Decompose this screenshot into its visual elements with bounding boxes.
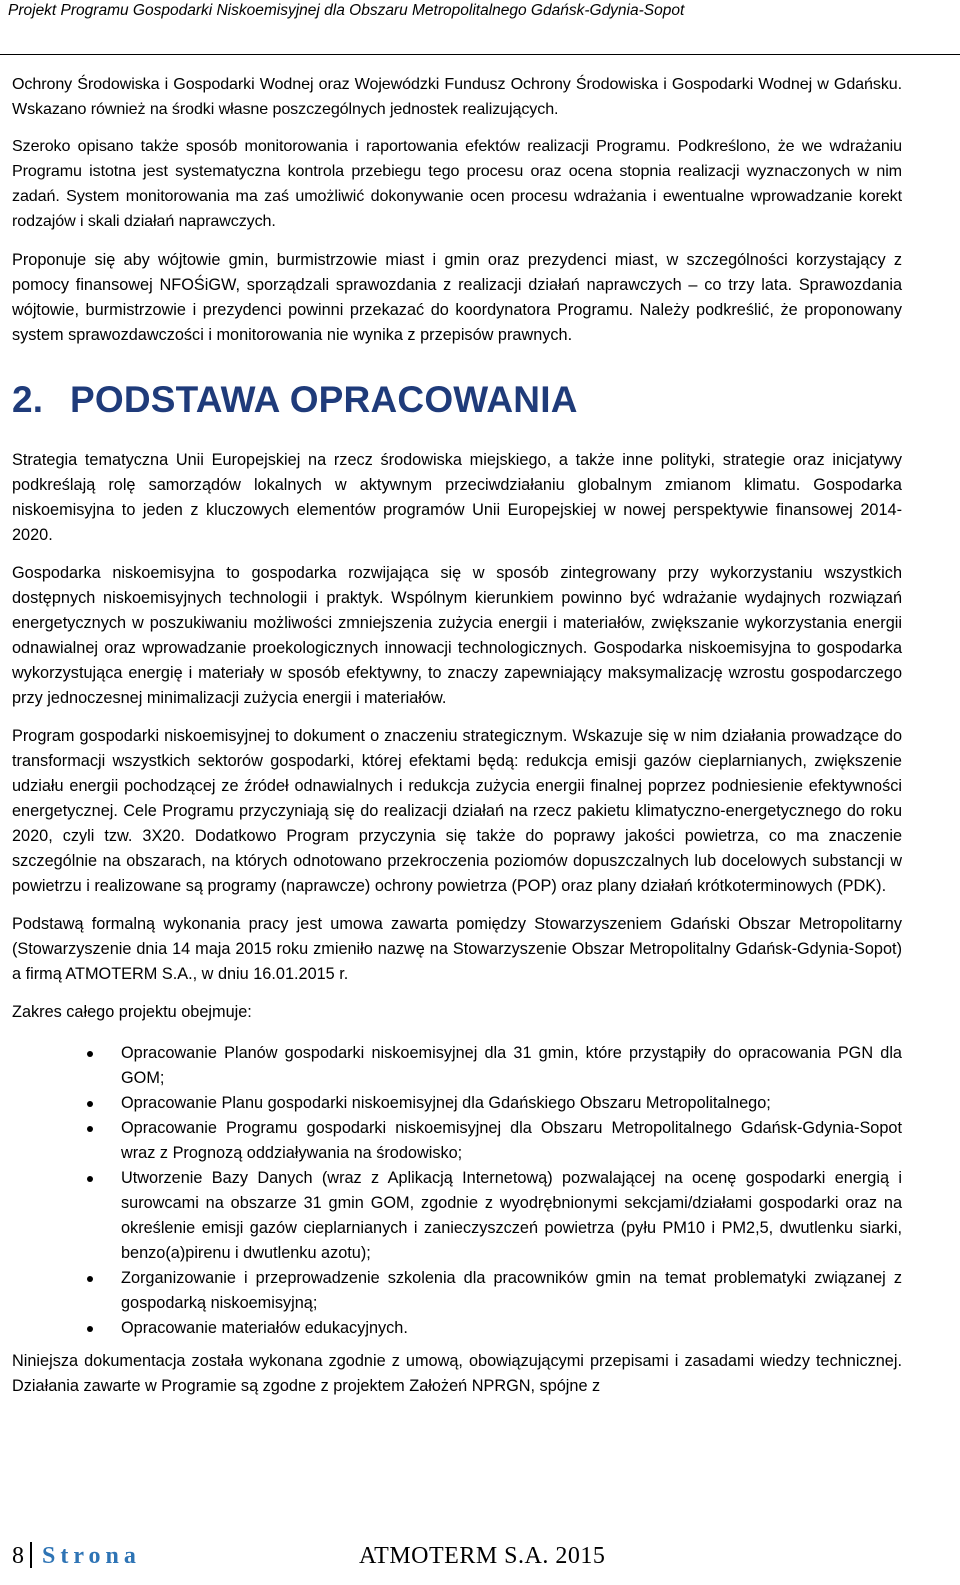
footer-separator — [30, 1542, 32, 1568]
page-number: 8 — [12, 1543, 24, 1569]
page-footer — [12, 1539, 932, 1573]
section-title: PODSTAWA OPRACOWANIA — [70, 379, 578, 420]
bullet-icon — [87, 1326, 93, 1332]
paragraph-eu-strategy: Strategia tematyczna Unii Europejskiej na rzecz środowiska miejskiego, a także inne polityki, strategie oraz inicjatywy podkreślają rolę samorządów lokalnych w aktywnym przeciwdziałaniu globalnym zmianom klimatu. Gospodarka niskoemisyjna to jeden z kluczowych elementów programów Unii Europejskiej w nowej perspektywie finansowej 2014-2020. — [12, 451, 902, 544]
paragraph-funding: Ochrony Środowiska i Gospodarki Wodnej oraz Wojewódzki Fundusz Ochrony Środowiska i Gospodarki Wodnej w Gdańsku. Wskazano również na środki własne poszczególnych jednostek realizujących. — [12, 75, 902, 118]
section-number: 2. — [12, 379, 44, 420]
list-item: Opracowanie Planów gospodarki niskoemisyjnej dla 31 gmin, które przystąpiły do opracowania PGN dla GOM; — [12, 1041, 902, 1091]
scope-list — [12, 1041, 902, 1341]
page-label: Strona — [42, 1543, 141, 1569]
header-divider — [0, 54, 960, 55]
bullet-icon — [87, 1051, 93, 1057]
paragraph-program-description: Program gospodarki niskoemisyjnej to dokument o znaczeniu strategicznym. Wskazuje się w nim działania prowadzące do transformacji wszystkich sektorów gospodarki, której efektami będą: redukcja emisji gazów cieplarnianych, zwiększenie udziału energii pochodzącej ze źródeł odnawialnych i redukcja zużycia energii finalnej poprzez podniesienie efektywności energetycznej. Cele Programu przyczyniają się do realizacji działań na rzecz pakietu klimatyczno-energetycznego do roku 2020, czyli tzw. 3X20. Dodatkowo Program przyczynia się także do poprawy jakości powietrza, co ma znaczenie szczególnie na obszarach, na których odnotowano przekroczenia poziomów dopuszczalnych lub docelowych substancji w powietrzu i realizowane są programy (naprawcze) ochrony powietrza (POP) oraz plany działań krótkoterminowych (PDK). — [12, 727, 902, 895]
bullet-icon — [87, 1126, 93, 1132]
paragraph-formal-basis: Podstawą formalną wykonania pracy jest umowa zawarta pomiędzy Stowarzyszeniem Gdański Obszar Metropolitarny (Stowarzyszenie dnia 14 maja 2015 roku zmieniło nazwę na Stowarzyszenie Obszar Metropolitalny Gdańsk-Gdynia-Sopot) a firmą ATMOTERM S.A., w dniu 16.01.2015 r. — [12, 915, 902, 983]
page-body — [12, 72, 902, 1399]
paragraph-monitoring: Szeroko opisano także sposób monitorowania i raportowania efektów realizacji Programu. Podkreślono, że we wdrażaniu Programu istotna jest systematyczna kontrola przebiegu tego procesu oraz ocena stopnia realizacji wyznaczonych w nim zadań. System monitorowania ma zaś umożliwić dokonywanie ocen procesu wdrażania i ewentualne wprowadzanie korekt rodzajów i skali działań naprawczych. — [12, 137, 902, 230]
bullet-icon — [87, 1176, 93, 1182]
paragraph-closing: Niniejsza dokumentacja została wykonana zgodnie z umową, obowiązującymi przepisami i zasadami wiedzy technicznej. Działania zawarte w Programie są zgodne z projektem Założeń NPRGN, spójne z — [12, 1352, 902, 1395]
paragraph-scope-intro: Zakres całego projektu obejmuje: — [12, 1003, 252, 1021]
paragraph-low-emission-economy: Gospodarka niskoemisyjna to gospodarka rozwijająca się w sposób zintegrowany przy wykorzystaniu wszystkich dostępnych niskoemisyjnych technologii i praktyk. Wspólnym kierunkiem powinno być wdrażanie wydajnych rozwiązań energetycznych w poszukiwaniu możliwości zmniejszenia zużycia energii i materiałów, zwiększanie wykorzystania energii odnawialnej oraz wprowadzanie proekologicznych innowacji technologicznych. Gospodarka niskoemisyjna to gospodarka wykorzystująca energię i materiały w sposób efektywny, to znaczy zapewniający maksymalizację wzrostu gospodarczego przy jednoczesnej minimalizacji zużycia energii i materiałów. — [12, 564, 902, 707]
paragraph-reporting: Proponuje się aby wójtowie gmin, burmistrzowie miast i gmin oraz prezydenci miast, w szczególności korzystający z pomocy finansowej NFOŚiGW, sporządzali sprawozdania z realizacji działań naprawczych – co trzy lata. Sprawozdania wójtowie, burmistrzowie i prezydenci powinni przekazać do koordynatora Programu. Należy podkreślić, że proponowany system sprawozdawczości i monitorowania nie wynika z przepisów prawnych. — [12, 251, 902, 344]
list-item: Utworzenie Bazy Danych (wraz z Aplikacją Internetową) pozwalającej na ocenę gospodarki energią i surowcami na obszarze 31 gmin GOM, zgodnie z wyodrębnionymi sekcjami/działami gospodarki oraz na określenie emisji gazów cieplarnianych i zanieczyszczeń powietrza (pyłu PM10 i PM2,5, dwutlenku siarki, benzo(a)pirenu i dwutlenku azotu); — [12, 1166, 902, 1266]
list-item: Zorganizowanie i przeprowadzenie szkolenia dla pracowników gmin na temat problematyki związanej z gospodarką niskoemisyjną; — [12, 1266, 902, 1316]
bullet-icon — [87, 1276, 93, 1282]
bullet-icon — [87, 1101, 93, 1107]
list-item: Opracowanie materiałów edukacyjnych. — [12, 1316, 902, 1341]
footer-company: ATMOTERM S.A. 2015 — [359, 1543, 606, 1569]
list-item: Opracowanie Planu gospodarki niskoemisyjnej dla Gdańskiego Obszaru Metropolitalnego; — [12, 1091, 902, 1116]
list-item: Opracowanie Programu gospodarki niskoemisyjnej dla Obszaru Metropolitalnego Gdańsk-Gdynia-Sopot wraz z Prognozą oddziaływania na środowisko; — [12, 1116, 902, 1166]
running-header: Projekt Programu Gospodarki Niskoemisyjnej dla Obszaru Metropolitalnego Gdańsk-Gdynia-Sopot — [8, 2, 685, 19]
section-heading — [12, 377, 902, 423]
